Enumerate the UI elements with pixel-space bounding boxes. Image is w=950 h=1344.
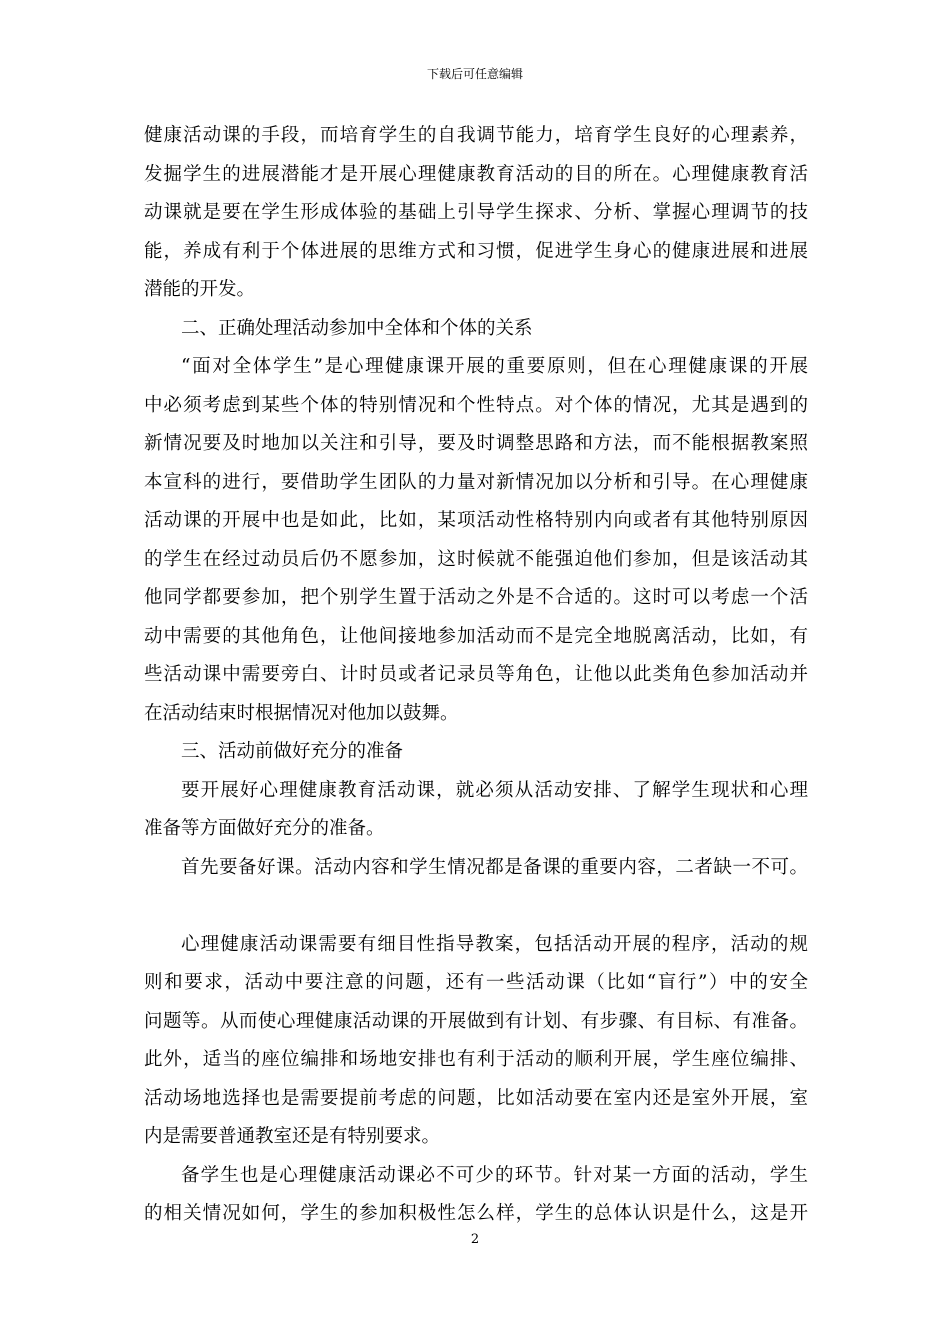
- page-header: [0, 66, 950, 82]
- text-line: 潜能的开发。: [144, 279, 256, 300]
- text-line: 活动课的开展中也是如此，比如，某项活动性格特别内向或者有其他特别原因: [144, 510, 808, 531]
- text-line: 则和要求，活动中要注意的问题，还有一些活动课（比如“盲行”）中的安全: [144, 972, 808, 993]
- text-line: 他同学都要参加，把个别学生置于活动之外是不合适的。这时可以考虑一个活: [144, 587, 808, 608]
- text-line: 能，养成有利于个体进展的思维方式和习惯，促进学生身心的健康进展和进展: [144, 240, 808, 262]
- page-footer: [0, 1232, 950, 1248]
- page-number: 2: [470, 1232, 480, 1247]
- text-line: “面对全体学生”是心理健康课开展的重要原则，但在心理健康课的开展: [181, 356, 808, 377]
- document-body: [144, 117, 808, 1234]
- text-line: 的相关情况如何，学生的参加积极性怎么样，学生的总体认识是什么，这是开: [144, 1203, 808, 1224]
- text-line: 三、活动前做好充分的准备: [181, 741, 404, 762]
- blank-line: [144, 887, 808, 926]
- text-line: 新情况要及时地加以关注和引导，要及时调整思路和方法，而不能根据教案照: [144, 433, 808, 454]
- text-line: 活动场地选择也是需要提前考虑的问题，比如活动要在室内还是室外开展，室: [144, 1087, 808, 1109]
- text-line: 的学生在经过动员后仍不愿参加，这时候就不能强迫他们参加，但是该活动其: [144, 548, 808, 570]
- text-line: 动中需要的其他角色，让他间接地参加活动而不是完全地脱离活动，比如，有: [144, 625, 808, 647]
- text-line: 心理健康活动课需要有细目性指导教案，包括活动开展的程序，活动的规: [181, 933, 808, 955]
- header-text: 下载后可任意编辑: [426, 67, 523, 81]
- text-line: 问题等。从而使心理健康活动课的开展做到有计划、有步骤、有目标、有准备。: [144, 1010, 808, 1032]
- text-line: 发掘学生的进展潜能才是开展心理健康教育活动的目的所在。心理健康教育活: [144, 163, 808, 185]
- text-line: 准备等方面做好充分的准备。: [144, 818, 385, 839]
- text-line: 内是需要普通教室还是有特别要求。: [144, 1126, 441, 1147]
- text-line: 要开展好心理健康教育活动课，就必须从活动安排、了解学生现状和心理: [181, 779, 808, 801]
- text-line: 些活动课中需要旁白、计时员或者记录员等角色，让他以此类角色参加活动并: [144, 664, 808, 685]
- text-line: 在活动结束时根据情况对他加以鼓舞。: [144, 702, 459, 724]
- text-line: 首先要备好课。活动内容和学生情况都是备课的重要内容，二者缺一不可。: [181, 856, 808, 878]
- text-line: 动课就是要在学生形成体验的基础上引导学生探求、分析、掌握心理调节的技: [144, 202, 808, 223]
- text-line: 备学生也是心理健康活动课必不可少的环节。针对某一方面的活动，学生: [181, 1164, 808, 1186]
- text-line: 中必须考虑到某些个体的特别情况和个性特点。对个体的情况，尤其是遇到的: [144, 394, 808, 416]
- text-line: 健康活动课的手段，而培育学生的自我调节能力，培育学生良好的心理素养，: [144, 125, 808, 146]
- text-line: 本宣科的进行，要借助学生团队的力量对新情况加以分析和引导。在心理健康: [144, 471, 808, 493]
- text-line: 此外，适当的座位编排和场地安排也有利于活动的顺利开展，学生座位编排、: [144, 1049, 808, 1070]
- text-line: 二、正确处理活动参加中全体和个体的关系: [181, 317, 533, 339]
